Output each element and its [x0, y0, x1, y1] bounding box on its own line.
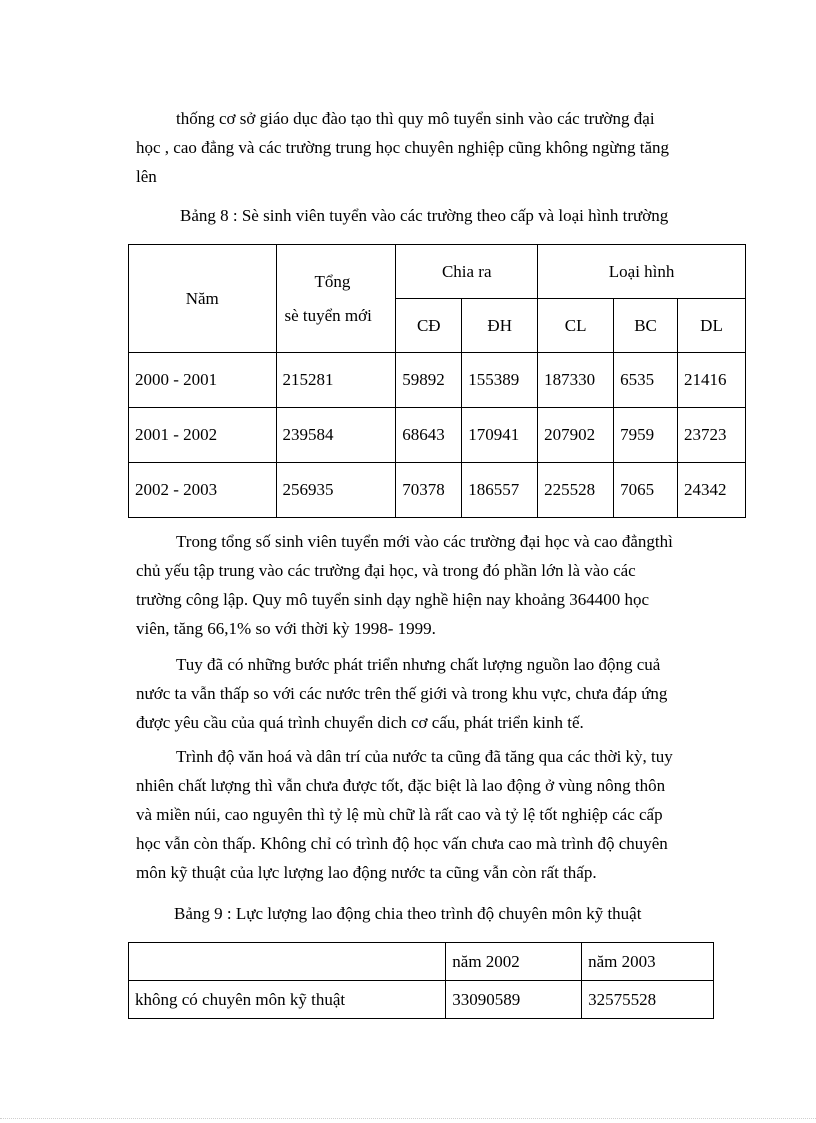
row-dh: 186557 [462, 463, 538, 518]
row-value-2002: 33090589 [446, 981, 582, 1019]
paragraph-2-line-3: trường công lập. Quy mô tuyển sinh dạy nghề hiện nay khoảng 364400 học [136, 590, 650, 609]
table9-header-blank [129, 943, 446, 981]
paragraph-3-line-3: được yêu cầu của quá trình chuyển dich cơ cấu, phát triển kinh tế. [136, 713, 584, 732]
paragraph-2-line-1: Trong tổng số sinh viên tuyển mới vào các trường đại học và cao đẳngthì [176, 532, 673, 551]
table8-header-year: Năm [129, 245, 277, 353]
intro-line-1: thống cơ sở giáo dục đào tạo thì quy mô tuyển sinh vào các trường đại [176, 109, 655, 128]
table-row [129, 408, 746, 463]
row-year: 2000 - 2001 [129, 353, 277, 408]
row-cd: 59892 [396, 353, 462, 408]
paragraph-2-line-2: chủ yếu tập trung vào các trường đại học, và trong đó phần lớn là vào các [136, 561, 636, 580]
paragraph-4-line-5: môn kỹ thuật của lực lượng lao động nước ta cũng vẫn còn rất thấp. [136, 863, 597, 882]
paragraph-4 [136, 742, 738, 887]
row-cd: 68643 [396, 408, 462, 463]
table8-header-cl: CL [538, 299, 614, 353]
table8-header-bc: BC [614, 299, 678, 353]
row-cl: 225528 [538, 463, 614, 518]
table8 [128, 244, 746, 518]
table9-header-2002: năm 2002 [446, 943, 582, 981]
paragraph-4-line-2: nhiên chất lượng thì vẫn chưa được tốt, đặc biệt là lao động ở vùng nông thôn [136, 776, 666, 795]
table8-header-total-line1: Tổng [314, 271, 351, 291]
page-bottom-divider [0, 1118, 816, 1119]
table-row [129, 981, 714, 1019]
table8-header-chia-ra: Chia ra [396, 245, 538, 299]
table8-header-loai-hinh: Loại hình [538, 245, 746, 299]
row-bc: 6535 [614, 353, 678, 408]
table9 [128, 942, 714, 1019]
row-dl: 21416 [678, 353, 746, 408]
paragraph-2-line-4: viên, tăng 66,1% so với thời kỳ 1998- 1999. [136, 619, 436, 638]
paragraph-3-line-1: Tuy đã có những bước phát triển nhưng chất lượng nguồn lao động cuả [176, 655, 661, 674]
table8-header-total [276, 245, 396, 353]
row-year: 2002 - 2003 [129, 463, 277, 518]
table8-header-dl: DL [678, 299, 746, 353]
row-total: 215281 [276, 353, 396, 408]
row-total: 256935 [276, 463, 396, 518]
table8-header-cd: CĐ [396, 299, 462, 353]
paragraph-4-line-1: Trình độ văn hoá và dân trí của nước ta cũng đã tăng qua các thời kỳ, tuy [176, 747, 673, 766]
paragraph-4-line-3: và miền núi, cao nguyên thì tỷ lệ mù chữ là rất cao và tỷ lệ tốt nghiệp các cấp [136, 805, 663, 824]
row-value-2003: 32575528 [582, 981, 714, 1019]
row-total: 239584 [276, 408, 396, 463]
table9-caption: Bảng 9 : Lực lượng lao động chia theo trình độ chuyên môn kỹ thuật [174, 904, 642, 923]
table9-header-2003: năm 2003 [582, 943, 714, 981]
table8-header-dh: ĐH [462, 299, 538, 353]
table-row [129, 463, 746, 518]
row-dl: 23723 [678, 408, 746, 463]
paragraph-4-line-4: học vẫn còn thấp. Không chỉ có trình độ học vấn chưa cao mà trình độ chuyên [136, 834, 668, 853]
intro-line-3: lên [136, 167, 157, 186]
row-cl: 187330 [538, 353, 614, 408]
row-bc: 7065 [614, 463, 678, 518]
table9-header-row [129, 943, 714, 981]
row-year: 2001 - 2002 [129, 408, 277, 463]
table8-header-total-line2: sè tuyển mới [284, 305, 372, 325]
table8-caption: Bảng 8 : Sè sinh viên tuyển vào các trường theo cấp và loại hình trường [180, 206, 669, 225]
intro-line-2: học , cao đẳng và các trường trung học chuyên nghiệp cũng không ngừng tăng [136, 138, 670, 157]
row-label: không có chuyên môn kỹ thuật [129, 981, 446, 1019]
intro-paragraph [136, 104, 738, 191]
table-row [129, 353, 746, 408]
row-dh: 155389 [462, 353, 538, 408]
row-bc: 7959 [614, 408, 678, 463]
paragraph-2 [136, 527, 738, 643]
paragraph-3-line-2: nước ta vẫn thấp so với các nước trên thế giới và trong khu vực, chưa đáp ứng [136, 684, 668, 703]
row-dh: 170941 [462, 408, 538, 463]
row-cl: 207902 [538, 408, 614, 463]
row-cd: 70378 [396, 463, 462, 518]
row-dl: 24342 [678, 463, 746, 518]
paragraph-3 [136, 650, 738, 737]
